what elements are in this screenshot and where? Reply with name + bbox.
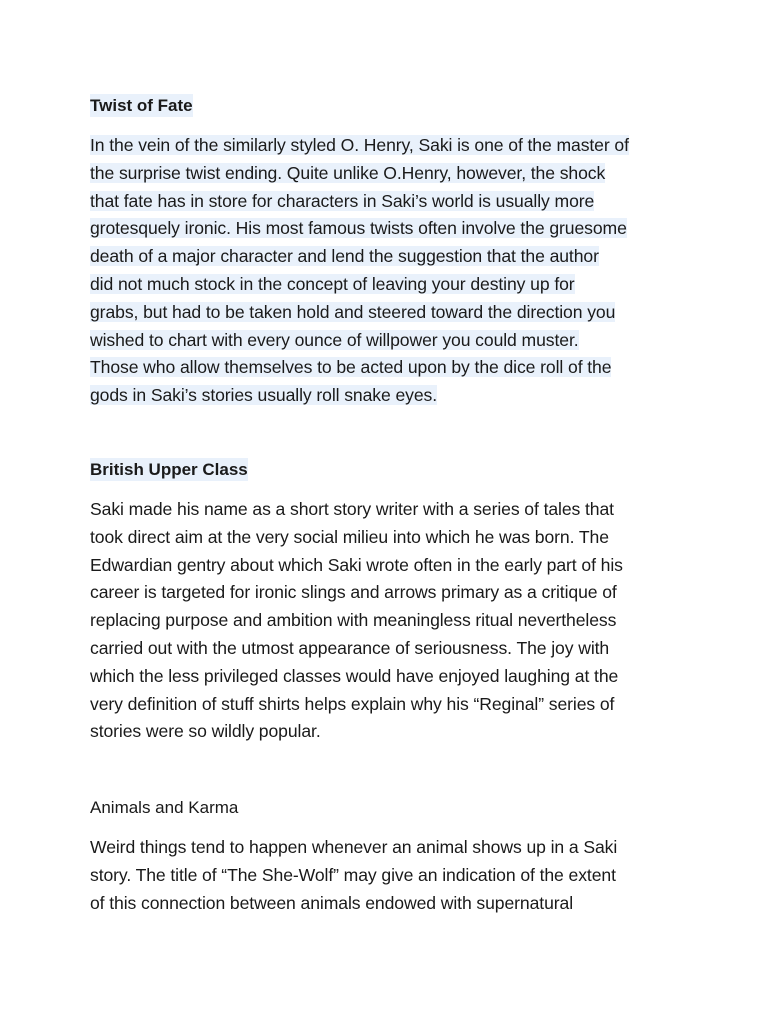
paragraph-line: Weird things tend to happen whenever an animal shows up in a Saki (90, 837, 618, 857)
paragraph-line: Edwardian gentry about which Saki wrote often in the early part of his (90, 554, 623, 575)
paragraph-line: the surprise twist ending. Quite unlike O.Henry, however, the shock (90, 162, 606, 183)
section-british-upper-class (90, 458, 676, 746)
paragraph-line: that fate has in store for characters in Saki’s world is usually more (90, 190, 595, 211)
paragraph-line: of this connection between animals endowed with supernatural (90, 892, 574, 913)
section-twist-of-fate (90, 94, 676, 410)
paragraph-line: story. The title of “The She-Wolf” may give an indication of the extent (90, 864, 616, 885)
section-heading: British Upper Class (90, 460, 248, 479)
section-heading: Animals and Karma (90, 798, 239, 817)
paragraph-line: carried out with the utmost appearance of seriousness. The joy with (90, 637, 610, 658)
paragraph-line: replacing purpose and ambition with meaningless ritual nevertheless (90, 610, 617, 631)
paragraph-line: grabs, but had to be taken hold and steered toward the direction you (90, 301, 616, 322)
paragraph-line: wished to chart with every ounce of willpower you could muster. (90, 329, 579, 350)
paragraph-line: grotesquely ironic. His most famous twists often involve the gruesome (90, 218, 627, 239)
paragraph-line: career is targeted for ironic slings and arrows primary as a critique of (90, 582, 617, 603)
paragraph-line: death of a major character and lend the suggestion that the author (90, 246, 599, 267)
paragraph-line: very definition of stuff shirts helps explain why his “Reginal” series of (90, 693, 615, 714)
paragraph-line: stories were so wildly popular. (90, 721, 321, 742)
paragraph-line: In the vein of the similarly styled O. Henry, Saki is one of the master of (90, 135, 629, 155)
section-heading: Twist of Fate (90, 96, 193, 115)
paragraph-line: Saki made his name as a short story writer with a series of tales that (90, 499, 614, 519)
section-animals-and-karma (90, 796, 676, 917)
paragraph-line: which the less privileged classes would have enjoyed laughing at the (90, 665, 619, 686)
section-paragraph (90, 132, 676, 410)
paragraph-line: Those who allow themselves to be acted upon by the dice roll of the (90, 357, 612, 378)
paragraph-line: gods in Saki’s stories usually roll snake eyes. (90, 385, 438, 406)
paragraph-line: took direct aim at the very social milieu into which he was born. The (90, 526, 609, 547)
section-paragraph (90, 496, 676, 746)
section-paragraph (90, 834, 676, 917)
paragraph-line: did not much stock in the concept of leaving your destiny up for (90, 273, 575, 294)
